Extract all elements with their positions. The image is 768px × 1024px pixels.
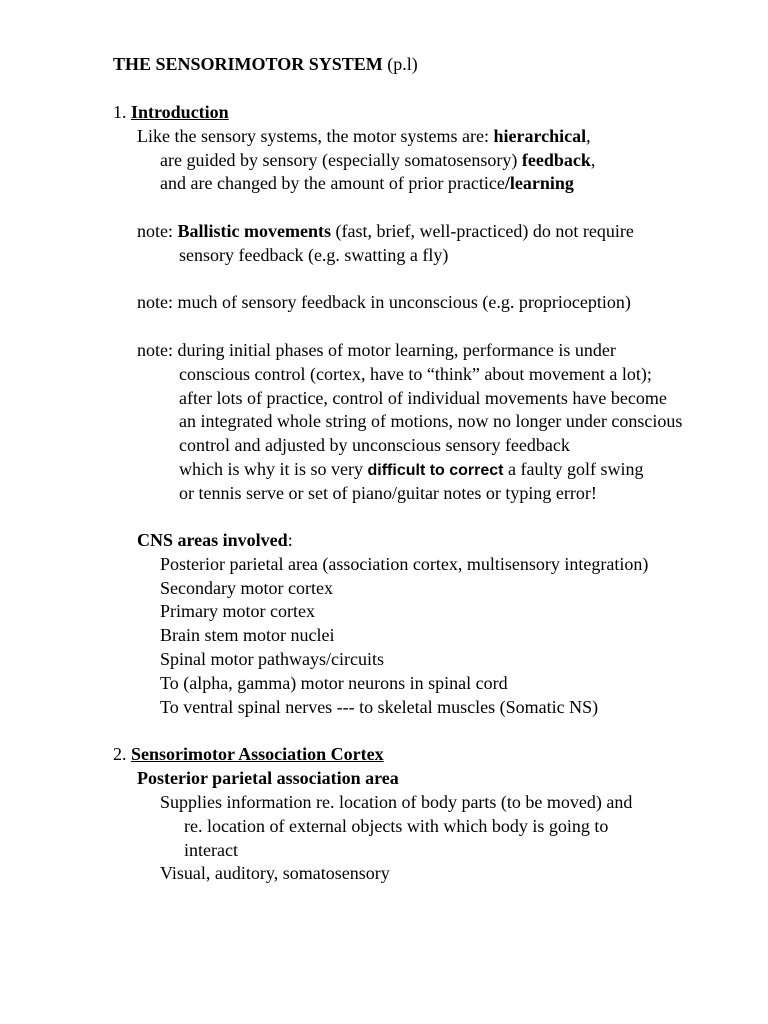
note-2: note: much of sensory feedback in unconscious (e.g. proprioception): [137, 292, 631, 312]
cns-item: To (alpha, gamma) motor neurons in spinal cord: [160, 673, 508, 693]
section-2-line-2: re. location of external objects with which body is going to: [184, 816, 609, 836]
cns-heading: [137, 529, 293, 551]
section-2-subheading-text: Posterior parietal association area: [137, 768, 399, 788]
note-1-line-2: sensory feedback (e.g. swatting a fly): [179, 245, 449, 265]
intro-learning: /learning: [504, 173, 574, 193]
note-3-line-3: after lots of practice, control of individual movements have become: [179, 388, 667, 408]
note-3-line-5: control and adjusted by unconscious sensory feedback: [179, 435, 570, 455]
note-3-line-2: conscious control (cortex, have to “think” about movement a lot);: [179, 364, 652, 384]
note-3-text-c: a faulty golf swing: [503, 459, 644, 479]
note-3-difficult: difficult to correct: [367, 462, 504, 479]
cns-heading-text: CNS areas involved: [137, 530, 288, 550]
intro-text-3: and are changed by the amount of prior practice: [160, 173, 505, 193]
title-page-ref: (p.l): [387, 54, 418, 74]
section-2-heading: [113, 743, 384, 765]
cns-heading-colon: :: [287, 530, 293, 550]
document-title: [113, 53, 418, 75]
note-3-line-1: note: during initial phases of motor learning, performance is under: [137, 340, 616, 360]
intro-text-2: are guided by sensory (especially somatosensory): [160, 150, 522, 170]
section-2-subheading: [137, 767, 399, 789]
section-2-number: 2.: [113, 744, 127, 764]
cns-item: To ventral spinal nerves --- to skeletal muscles (Somatic NS): [160, 697, 599, 717]
intro-comma-2: ,: [590, 150, 596, 170]
section-1-title: Introduction: [131, 102, 229, 122]
note-1-line-1: [137, 220, 634, 242]
note-1-text: (fast, brief, well-practiced) do not require: [330, 221, 634, 241]
note-3-text-a: which is why it is so very: [179, 459, 368, 479]
intro-line-2: [160, 149, 595, 171]
cns-item: Brain stem motor nuclei: [160, 625, 335, 645]
cns-item: Secondary motor cortex: [160, 578, 333, 598]
title-main: THE SENSORIMOTOR SYSTEM: [113, 54, 383, 74]
section-2-title: Sensorimotor Association Cortex: [131, 744, 384, 764]
section-1-heading: [113, 101, 229, 123]
cns-item: Primary motor cortex: [160, 601, 315, 621]
note-1-ballistic: Ballistic movements: [177, 221, 331, 241]
intro-comma-1: ,: [586, 126, 591, 146]
intro-text-1: Like the sensory systems, the motor systems are:: [137, 126, 494, 146]
cns-item: Posterior parietal area (association cortex, multisensory integration): [160, 554, 649, 574]
intro-feedback: feedback: [521, 150, 591, 170]
section-1-number: 1.: [113, 102, 127, 122]
section-2-line-4: Visual, auditory, somatosensory: [160, 863, 390, 883]
section-2-line-3: interact: [184, 840, 238, 860]
note-1-label: note:: [137, 221, 178, 241]
cns-item: Spinal motor pathways/circuits: [160, 649, 384, 669]
section-2-line-1: Supplies information re. location of body parts (to be moved) and: [160, 792, 633, 812]
note-3-line-7: or tennis serve or set of piano/guitar notes or typing error!: [179, 483, 597, 503]
note-3-line-6: [179, 458, 644, 482]
note-3-line-4: an integrated whole string of motions, now no longer under conscious: [179, 411, 683, 431]
intro-line-3: [160, 172, 574, 194]
intro-line-1: [137, 125, 591, 147]
intro-hierarchical: hierarchical: [493, 126, 587, 146]
